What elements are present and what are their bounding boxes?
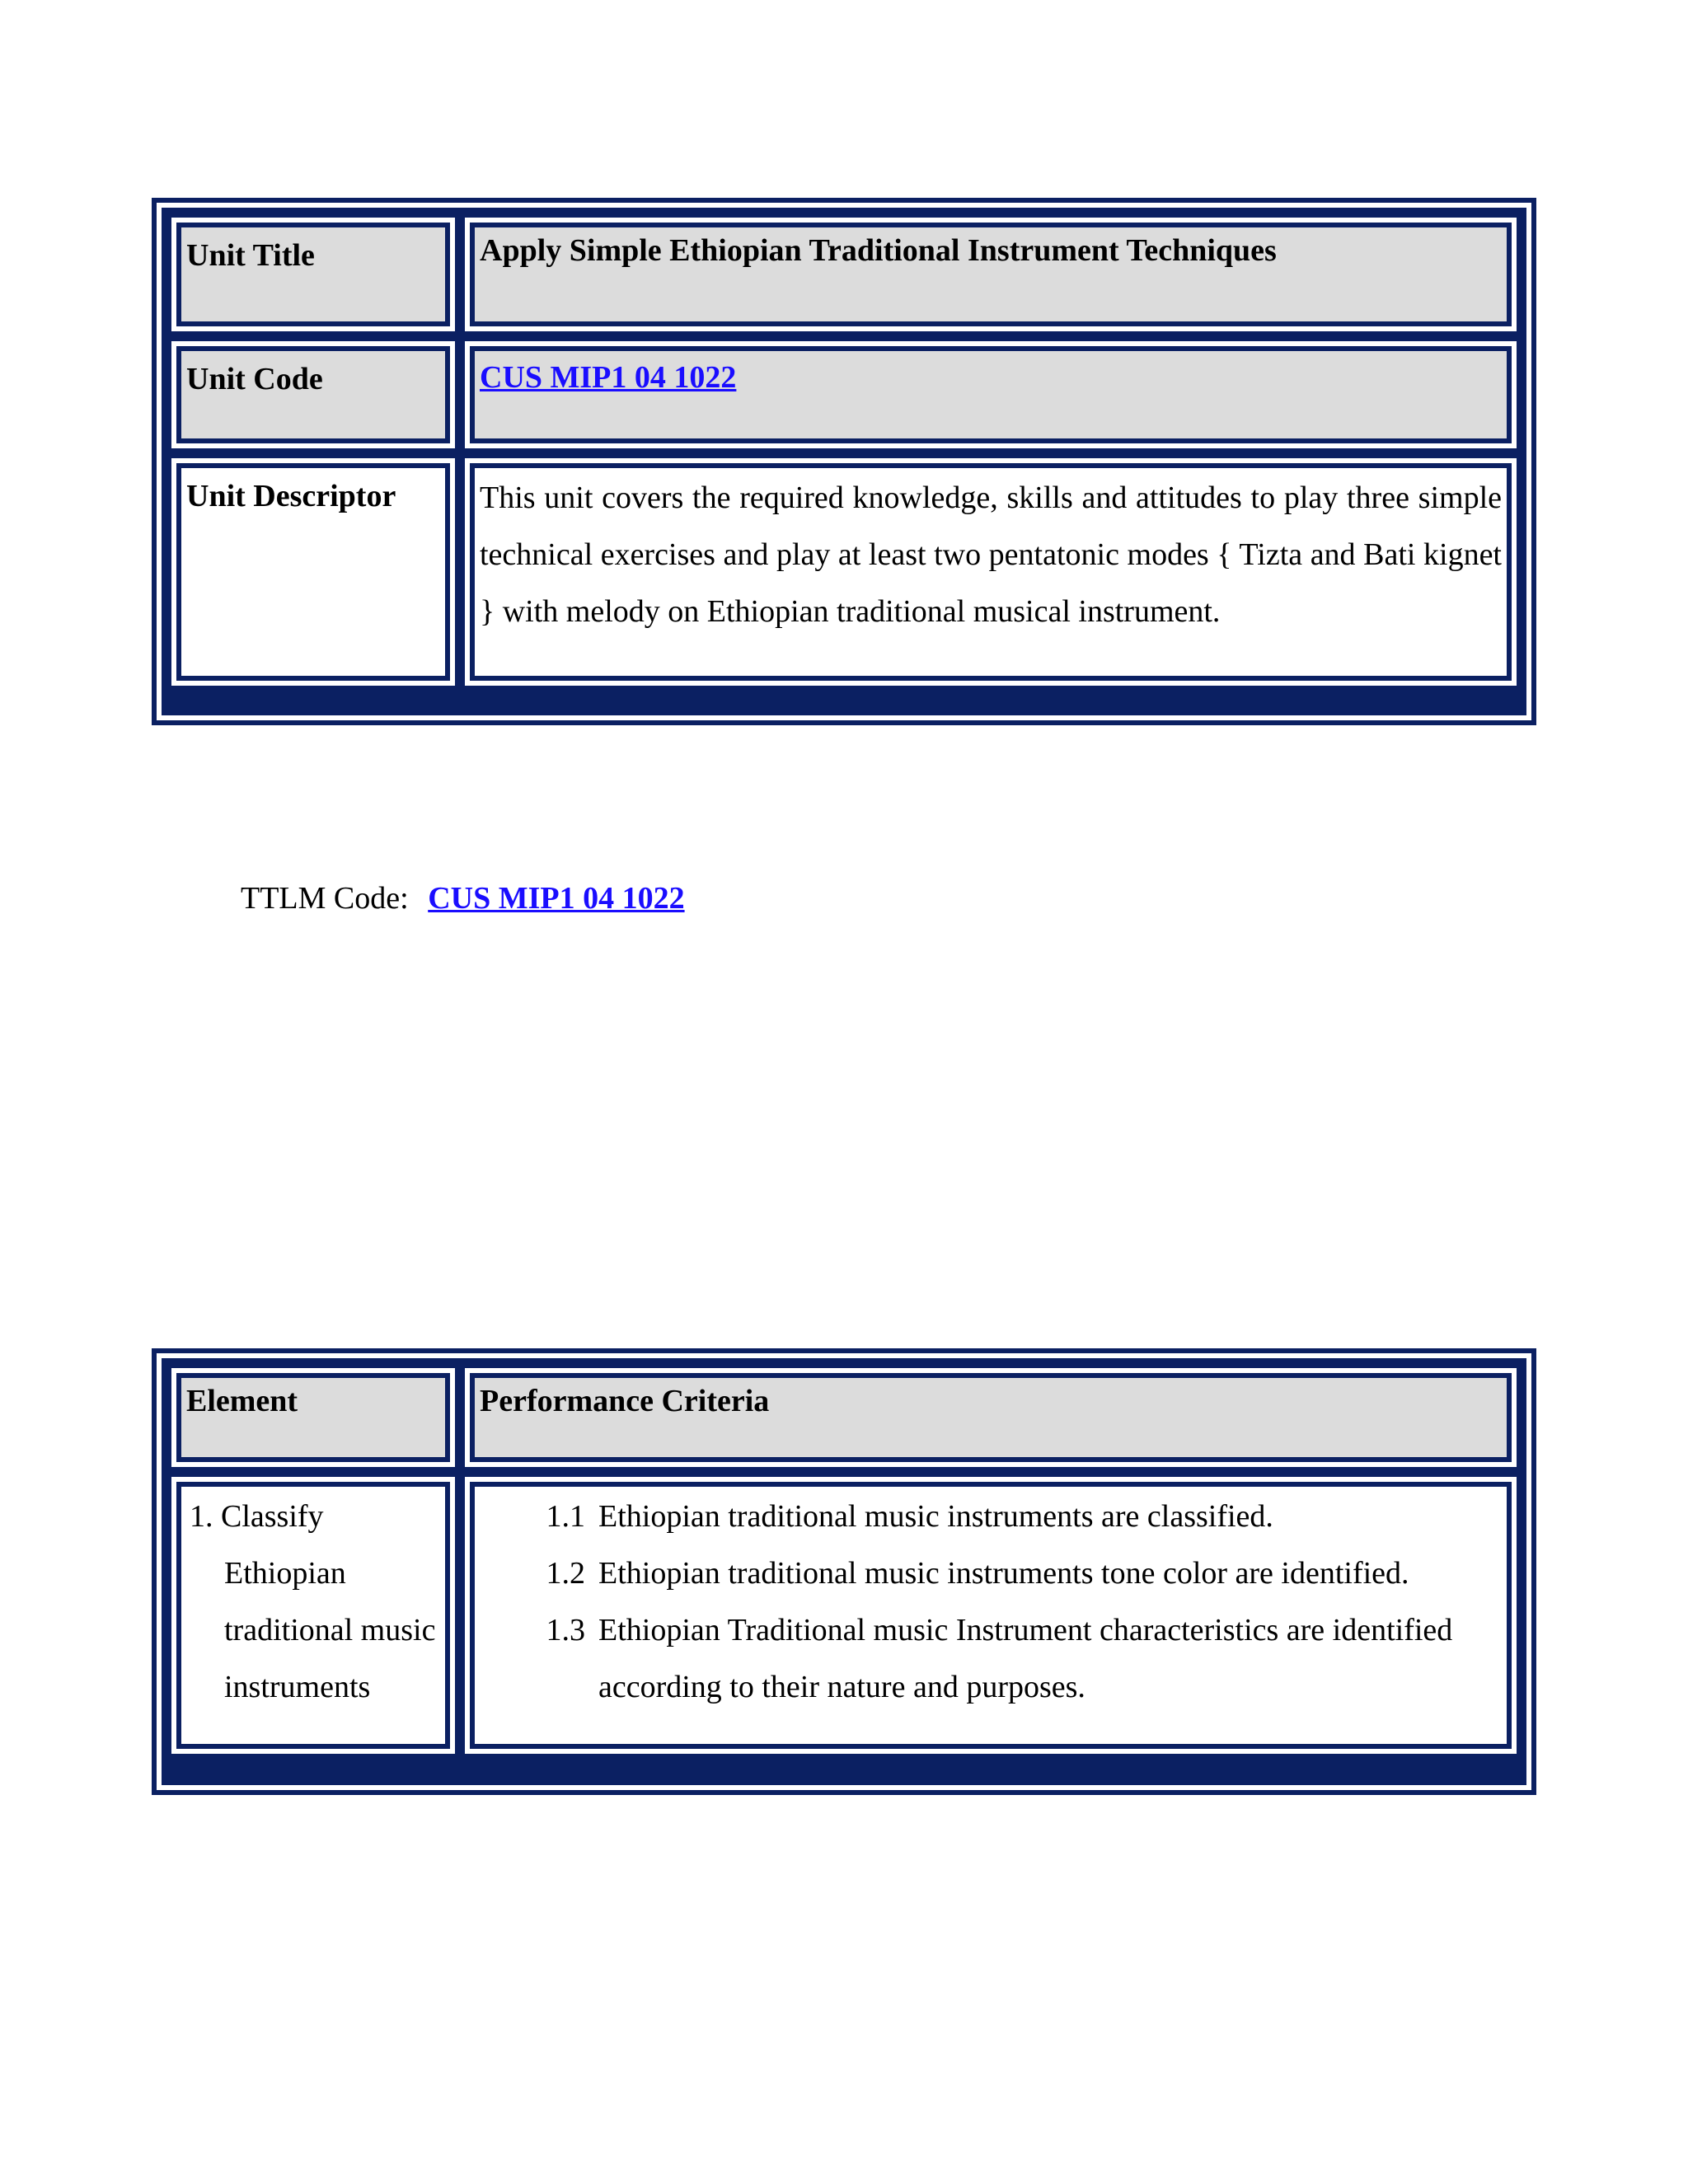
unit-info-table — [152, 198, 1536, 725]
unit-title-label-cell — [171, 218, 455, 331]
criteria-number: 1.1 — [546, 1499, 585, 1534]
criteria-text: Ethiopian traditional music instruments are classified. — [598, 1499, 1273, 1534]
criteria-number: 1.2 — [546, 1556, 585, 1591]
unit-title-row — [171, 218, 1517, 331]
element-line: instruments — [224, 1670, 371, 1704]
unit-descriptor-label: Unit Descriptor — [186, 479, 396, 513]
criteria-cell — [465, 1477, 1517, 1754]
unit-info-table-body — [162, 208, 1526, 715]
unit-descriptor-row — [171, 458, 1517, 686]
unit-code-row — [171, 341, 1517, 448]
unit-title-value: Apply Simple Ethiopian Traditional Instrument Techniques — [480, 233, 1277, 268]
criteria-header: Performance Criteria — [480, 1384, 770, 1418]
element-header: Element — [186, 1384, 298, 1418]
ttlm-code-label: TTLM Code: — [241, 881, 409, 916]
criteria-text: Ethiopian traditional music instruments tone color are identified. — [598, 1556, 1409, 1591]
element-line: traditional music — [224, 1613, 436, 1647]
criteria-item — [480, 1545, 1502, 1602]
element-line: 1. Classify — [190, 1499, 324, 1534]
criteria-number: 1.3 — [546, 1613, 585, 1647]
ttlm-code-link[interactable]: CUS MIP1 04 1022 — [428, 881, 685, 916]
performance-criteria-table — [152, 1348, 1536, 1795]
element-cell — [171, 1477, 455, 1754]
unit-title-label: Unit Title — [186, 238, 315, 273]
unit-code-link[interactable]: CUS MIP1 04 1022 — [480, 360, 737, 395]
unit-code-value-cell — [465, 341, 1517, 448]
unit-descriptor-label-cell — [171, 458, 455, 686]
element-header-cell — [171, 1368, 455, 1467]
ttlm-code-line — [241, 879, 685, 918]
criteria-header-cell — [465, 1368, 1517, 1467]
element-line: Ethiopian — [224, 1556, 346, 1591]
criteria-row-1 — [171, 1477, 1517, 1754]
criteria-header-row — [171, 1368, 1517, 1467]
criteria-item — [480, 1488, 1502, 1545]
unit-title-value-cell — [465, 218, 1517, 331]
unit-descriptor-text: This unit covers the required knowledge, skills and attitudes to play three simple technical exercises and play at least two pentatonic modes { Tizta and Bati kignet } with melody on Ethiopian traditional musical instrument. — [480, 480, 1502, 629]
performance-criteria-table-body — [162, 1358, 1526, 1785]
unit-code-label-cell — [171, 341, 455, 448]
criteria-list — [480, 1488, 1502, 1716]
element-text — [186, 1488, 440, 1716]
criteria-item — [480, 1602, 1502, 1716]
unit-code-label: Unit Code — [186, 362, 323, 396]
unit-descriptor-value-cell — [465, 458, 1517, 686]
criteria-text: Ethiopian Traditional music Instrument characteristics are identified according to their nature and purposes. — [598, 1613, 1453, 1704]
